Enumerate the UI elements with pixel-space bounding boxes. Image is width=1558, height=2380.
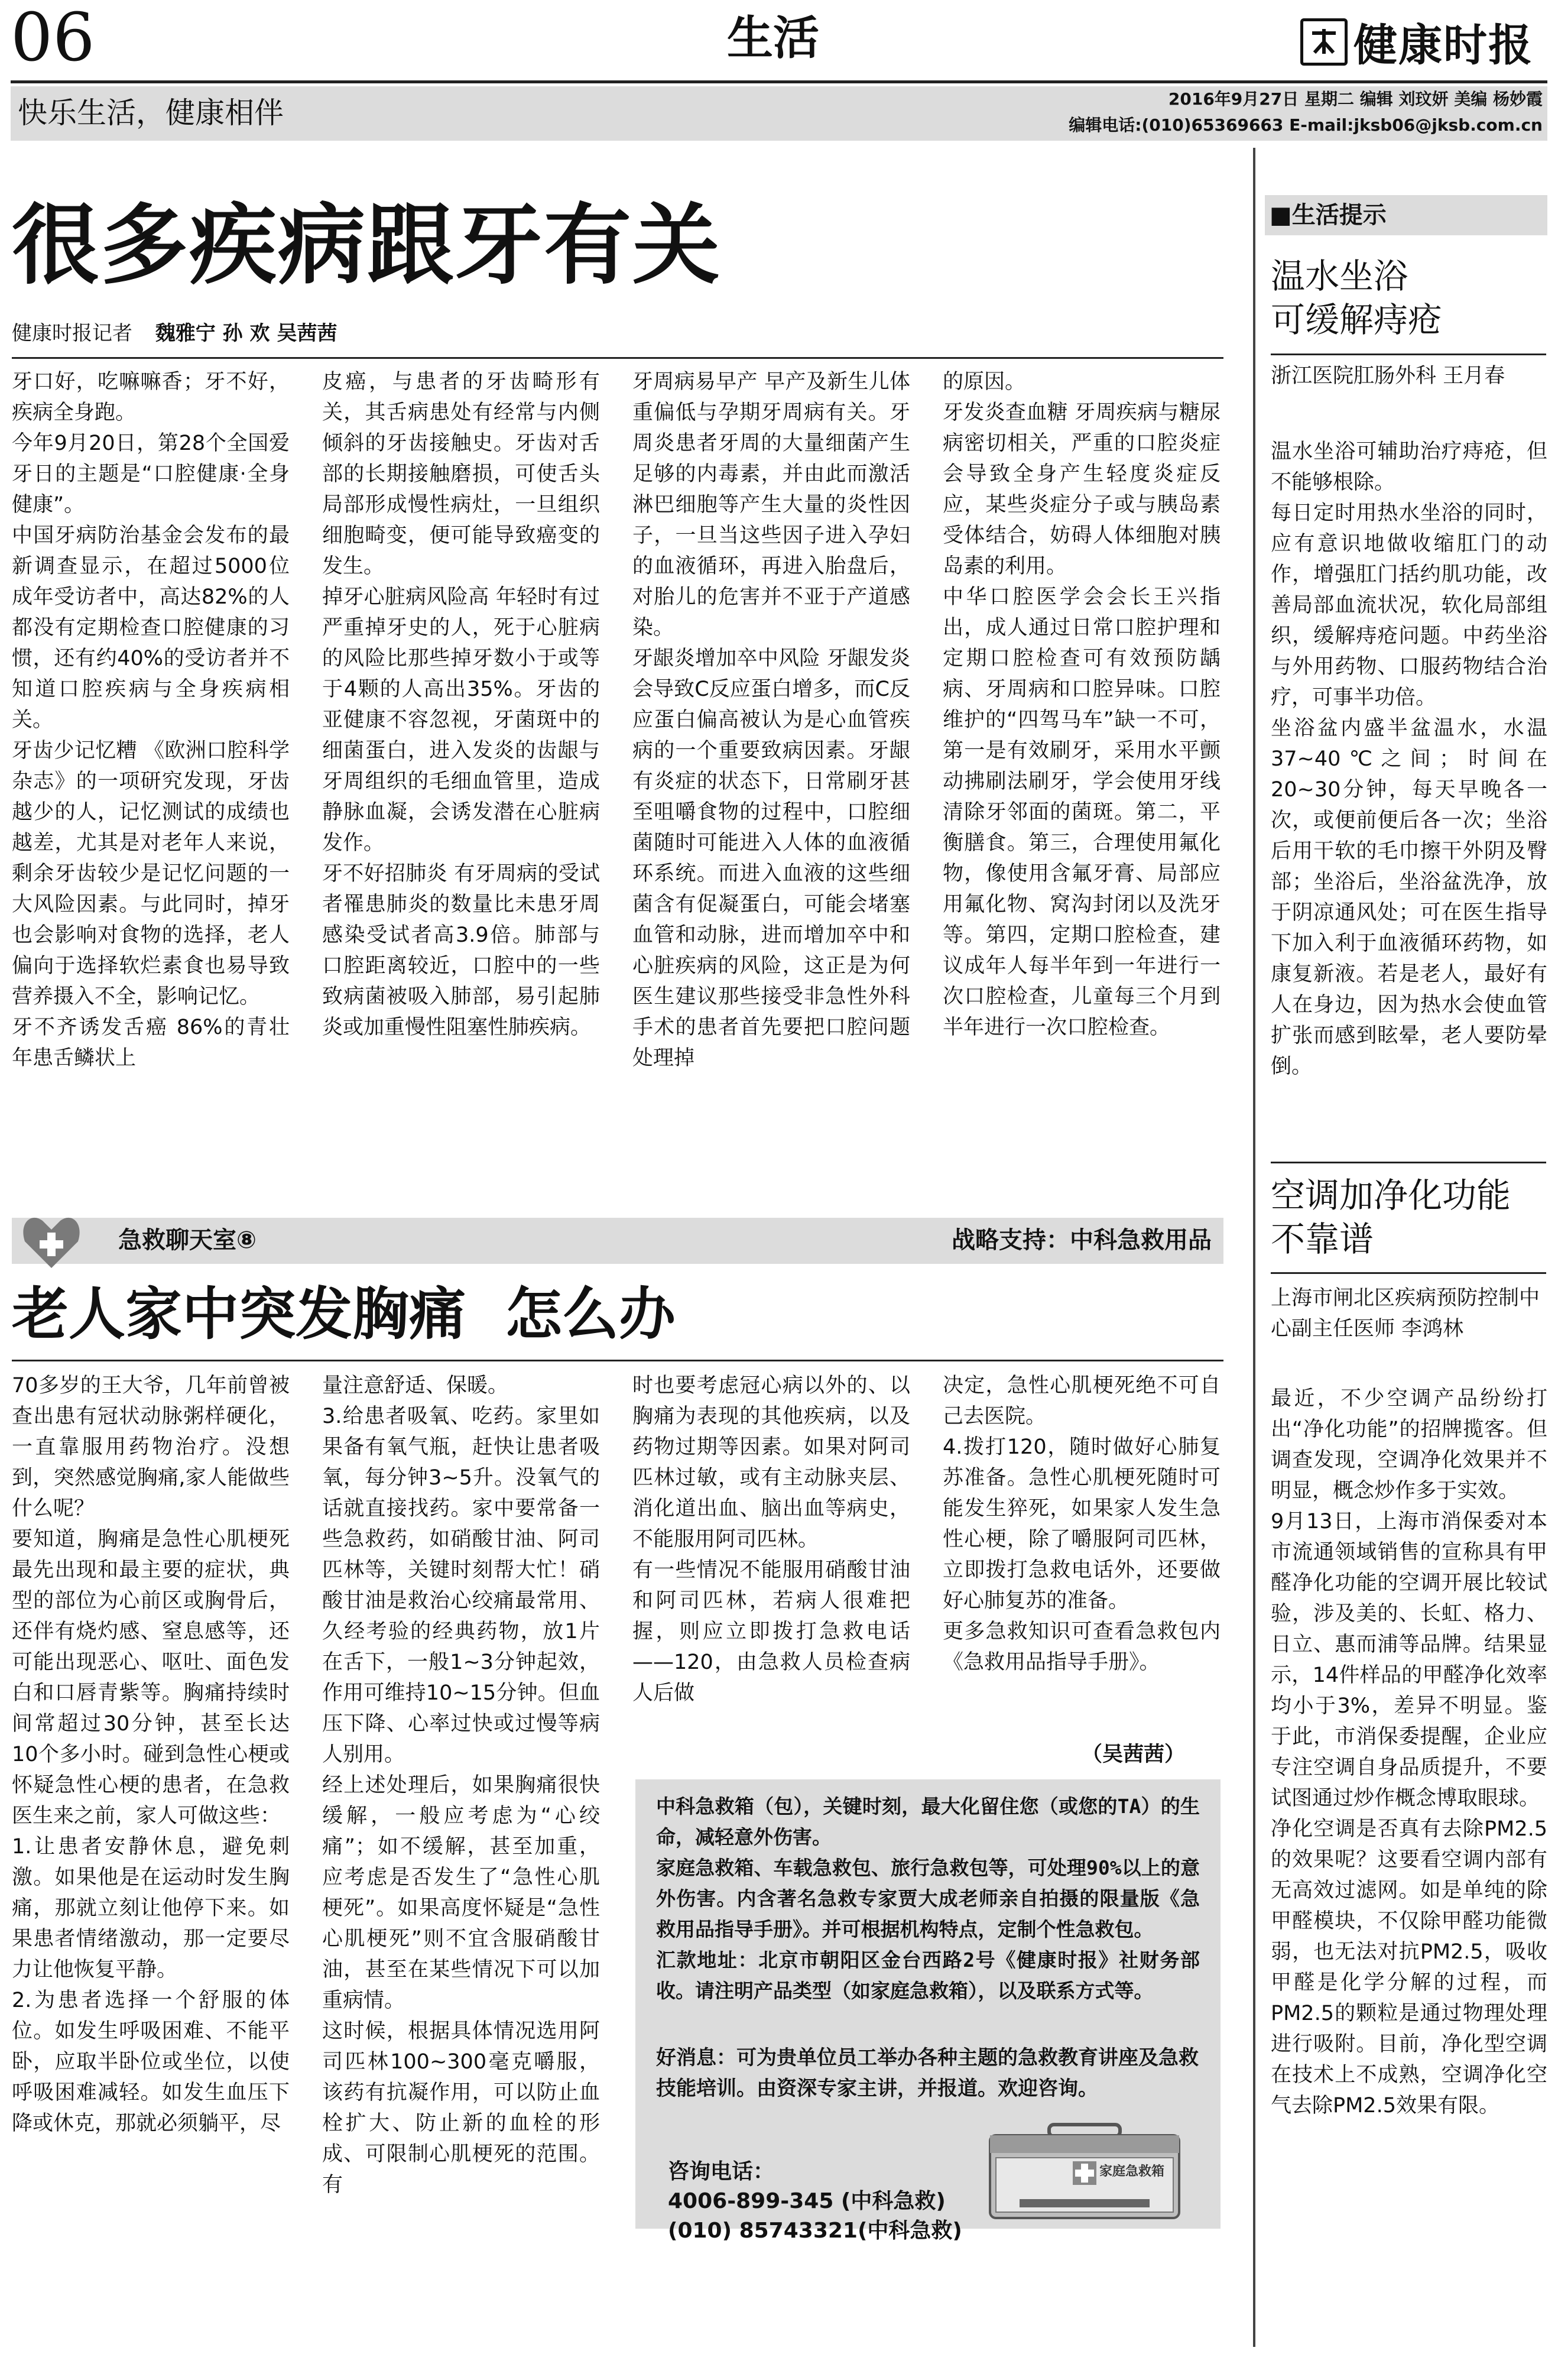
ad-phone2: (010) 85743321(中科急救)	[668, 2219, 962, 2243]
column-name: 急救聊天室⑧	[118, 1227, 257, 1254]
tip1-title: 温水坐浴 可缓解痔疮	[1271, 256, 1443, 340]
article1-title: 很多疾病跟牙有关	[12, 194, 721, 296]
logo-mark-icon	[1300, 18, 1348, 66]
ad-promo: 好消息：可为贵单位员工举办各种主题的急救教育讲座及急救技能培训。由资深专家主讲，并报道。欢迎咨询。	[656, 2046, 1199, 2100]
paper-name: 健康时报	[1353, 20, 1533, 71]
tip2-body: 最近，不少空调产品纷纷打出“净化功能”的招牌揽客。但调查发现，空调净化效果并不明显，概念炒作多于实效。 9月13日，上海市消保委对本市流通领域销售的宣称具有甲醛净化功能的空调开展比较试验，涉及美的、长虹、格力、日立、惠而浦等品牌。结果显示，14件样品的甲醛净化效率均小于3%，差异不明显。鉴于此，市消保委提醒，企业应专注空调自身品质提升，不要试图通过炒作概念博取眼球。 净化空调是否真有去除PM2.5的效果呢？这要看空调内部有无高效过滤网。如是单纯的除甲醛模块，不仅除甲醛功能微弱，也无法对抗PM2.5，吸收甲醛是化学分解的过程，而PM2.5的颗粒是通过物理处理进行吸附。目前，净化型空调在技术上不成熟，空调净化空气去除PM2.5效果有限。	[1271, 1387, 1547, 2118]
first-aid-logo-icon	[13, 1206, 90, 1277]
article1-col1: 牙口好，吃嘛嘛香；牙不好，疾病全身跑。 今年9月20日，第28个全国爱牙日的主题是“口腔健康·全身健康”。 中国牙病防治基金会发布的最新调查显示，在超过5000位成年受访者中，高达82%的人都没有定期检查口腔健康的习惯，还有约40%的受访者并不知道口腔疾病与全身疾病相关。 牙齿少记忆糟 《欧洲口腔科学杂志》的一项研究发现，牙齿越少的人，记忆测试的成绩也越差，尤其是对老年人来说，剩余牙齿较少是记忆问题的一大风险因素。与此同时，掉牙也会影响对食物的选择，老人偏向于选择软烂素食也易导致营养摄入不全，影响记忆。 牙不齐诱发舌癌 86%的青壮年患舌鳞状上	[12, 370, 290, 1070]
sidebar-header: ■生活提示	[1270, 202, 1387, 229]
ad-text: 中科急救箱（包），关键时刻，最大化留住您（或您的TA）的生命，减轻意外伤害。 家庭急救箱、车载急救包、旅行急救包等，可处理90%以上的意外伤害。内含著名急救专家贾大成老师亲自拍摄的限量版《急救用品指导手册》。并可根据机构特点，定制个性急救包。 汇款地址：北京市朝阳区金台西路2号《健康时报》社财务部收。请注明产品类型（如家庭急救箱），以及联系方式等。	[656, 1795, 1200, 2002]
kit-label: 家庭急救箱	[1099, 2164, 1165, 2179]
article1-col4: 的原因。 牙发炎查血糖 牙周疾病与糖尿病密切相关，严重的口腔炎症会导致全身产生轻度炎症反应，某些炎症分子或与胰岛素受体结合，妨碍人体细胞对胰岛素的利用。 中华口腔医学会会长王兴指出，成人通过日常口腔护理和定期口腔检查可有效预防龋病、牙周病和口腔异味。口腔维护的“四驾马车”缺一不可，第一是有效刷牙，采用水平颤动拂刷法刷牙，学会使用牙线清除牙邻面的菌斑。第二，平衡膳食。第三，合理使用氟化物，像使用含氟牙膏、局部应用氟化物、窝沟封闭以及洗牙等。第四，定期口腔检查，建议成年人每半年到一年进行一次口腔检查，儿童每三个月到半年进行一次口腔检查。	[943, 370, 1221, 1039]
page-number: 06	[11, 0, 95, 76]
sponsor: 战略支持：中科急救用品	[952, 1227, 1212, 1254]
article1-col3: 牙周病易早产 早产及新生儿体重偏低与孕期牙周病有关。牙周炎患者牙周的大量细菌产生足够的内毒素，并由此而激活淋巴细胞等产生大量的炎性因子，一旦当这些因子进入孕妇的血液循环，再进入胎盘后，对胎儿的危害并不亚于产道感染。 牙龈炎增加卒中风险 牙龈发炎会导致C反应蛋白增多，而C反应蛋白偏高被认为是心血管疾病的一个重要致病因素。牙龈有炎症的状态下，日常刷牙甚至咀嚼食物的过程中，口腔细菌随时可能进入人体的血液循环系统。而进入血液的这些细菌含有促凝蛋白，可能会堵塞血管和动脉，进而增加卒中和心脏疾病的风险，这正是为何医生建议那些接受非急性外科手术的患者首先要把口腔问题处理掉	[632, 370, 910, 1070]
article1-col2: 皮癌，与患者的牙齿畸形有关，其舌病患处有经常与内侧倾斜的牙齿接触史。牙齿对舌部的长期接触磨损，可使舌头局部形成慢性病灶，一旦组织细胞畸变，便可能导致癌变的发生。 掉牙心脏病风险高 年轻时有过严重掉牙史的人，死于心脏病的风险比那些掉牙数小于或等于4颗的人高出35%。牙齿的亚健康不容忽视，牙菌斑中的细菌蛋白，进入发炎的齿龈与牙周组织的毛细血管里，造成静脉血凝，会诱发潜在心脏病发作。 牙不好招肺炎 有牙周病的受试者罹患肺炎的数量比未患牙周感染受试者高3.9倍。肺部与口腔距离较近，口腔中的一些致病菌被吸入肺部，易引起肺炎或加重慢性阻塞性肺疾病。	[322, 370, 600, 1039]
ad-phone-label: 咨询电话：	[668, 2159, 775, 2184]
article2-col4: 决定，急性心肌梗死绝不可自己去医院。 4.拨打120，随时做好心肺复苏准备。急性心肌梗死随时可能发生猝死，如果家人发生急性心梗，除了嚼服阿司匹林，立即拨打急救电话外，还要做好心肺复苏的准备。 更多急救知识可查看急救包内《急救用品指导手册》。	[943, 1374, 1221, 1674]
ad-phone1: 4006-899-345 (中科急救)	[668, 2189, 946, 2213]
tip1-author: 浙江医院肛肠外科 王月春	[1271, 364, 1505, 388]
tip2-title: 空调加净化功能 不靠谱	[1271, 1175, 1511, 1259]
section-title: 生活	[727, 12, 820, 65]
article2-col1: 70多岁的王大爷，几年前曾被查出患有冠状动脉粥样硬化，一直靠服用药物治疗。没想到，突然感觉胸痛,家人能做些什么呢？ 要知道，胸痛是急性心肌梗死最先出现和最主要的症状，典型的部位为心前区或胸骨后，还伴有烧灼感、窒息感等，还可能出现恶心、呕吐、面色发白和口唇青紫等。胸痛持续时间常超过30分钟，甚至长达10个多小时。碰到急性心梗或怀疑急性心梗的患者，在急救医生来之前，家人可做这些： 1.让患者安静休息，避免刺激。如果他是在运动时发生胸痛，那就立刻让他停下来。如果患者情绪激动，那一定要尽力让他恢复平静。 2.为患者选择一个舒服的体位。如发生呼吸困难、不能平卧，应取半卧位或坐位，以使呼吸困难减轻。如发生血压下降或休克，那就必须躺平，尽	[12, 1374, 290, 2135]
tip2-author: 上海市闸北区疾病预防控制中心副主任医师 李鸿林	[1271, 1286, 1540, 1341]
date-editors: 2016年9月27日 星期二 编辑 刘玟妍 美编 杨妙霞	[1168, 89, 1543, 109]
byline-names: 魏雅宁 孙 欢 吴茜茜	[155, 322, 337, 345]
tip1-body: 温水坐浴可辅助治疗痔疮，但不能够根除。 每日定时用热水坐浴的同时，应有意识地做收缩肛门的动作，增强肛门括约肌功能，改善局部血流状况，软化局部组织，缓解痔疮问题。中药坐浴与外用药物、口服药物结合治疗，可事半功倍。 坐浴盆内盛半盆温水，水温37~40℃之间；时间在20~30分钟，每天早晚各一次，或便前便后各一次；坐浴后用干软的毛巾擦干外阴及臀部；坐浴后，坐浴盆洗净，放于阴凉通风处；可在医生指导下加入利于血液循环药物，如康复新液。若是老人，最好有人在身边，因为热水会使血管扩张而感到眩晕，老人要防晕倒。	[1271, 440, 1547, 1078]
slogan: 快乐生活，健康相伴	[18, 96, 284, 130]
article2-col2: 量注意舒适、保暖。 3.给患者吸氧、吃药。家里如果备有氧气瓶，赶快让患者吸氧，每分钟3~5升。没氧气的话就直接找药。家中要常备一些急救药，如硝酸甘油、阿司匹林等，关键时刻帮大忙！硝酸甘油是救治心绞痛最常用、久经考验的经典药物，放1片在舌下，一般1~3分钟起效，作用可维持10~15分钟。但血压下降、心率过快或过慢等病人别用。 经上述处理后，如果胸痛很快缓解，一般应考虑为“心绞痛”；如不缓解，甚至加重，应考虑是否发生了“急性心肌梗死”。如果高度怀疑是“急性心肌梗死”则不宜含服硝酸甘油，甚至在某些情况下可以加重病情。 这时候，根据具体情况选用阿司匹林100~300毫克嚼服，该药有抗凝作用，可以防止血栓扩大、防止新的血栓的形成、可限制心肌梗死的范围。有	[322, 1374, 600, 2197]
article2-col3: 时也要考虑冠心病以外的、以胸痛为表现的其他疾病，以及药物过期等因素。如果对阿司匹林过敏，或有主动脉夹层、消化道出血、脑出血等病史，不能服用阿司匹林。 有一些情况不能服用硝酸甘油和阿司匹林，若病人很难把握，则应立即拨打急救电话——120，由急救人员检查病人后做	[632, 1374, 910, 1705]
byline-prefix: 健康时报记者	[12, 322, 132, 345]
contact-info: 编辑电话:(010)65369663 E-mail:jksb06@jksb.com.cn	[1069, 115, 1543, 135]
article1-byline	[12, 319, 337, 348]
article2-signature: （吴茜茜）	[1082, 1743, 1186, 1766]
article2-title: 老人家中突发胸痛 怎么办	[12, 1281, 676, 1347]
paper-logo	[1300, 15, 1533, 69]
